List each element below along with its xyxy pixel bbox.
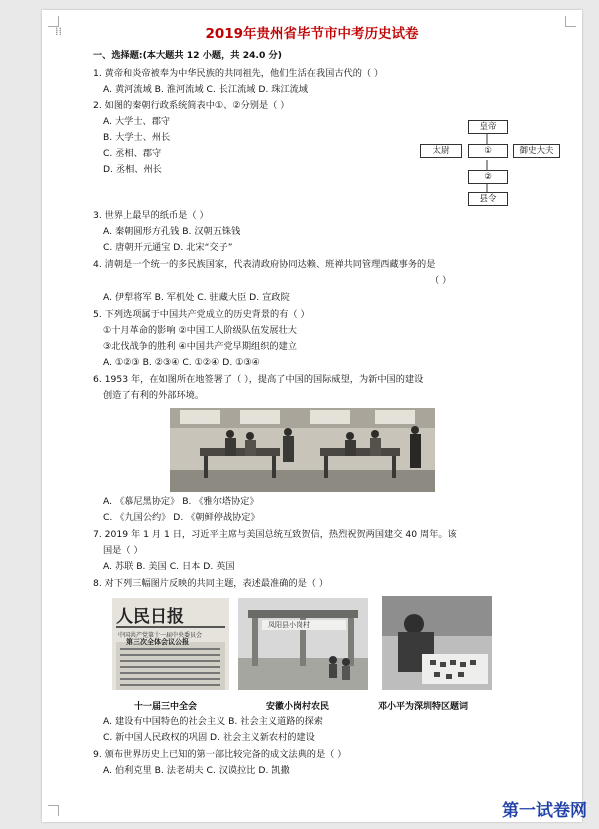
question-8: 8. 对下列三幅图片反映的共同主题，表述最准确的是（ ） <box>93 578 329 589</box>
section-heading: 一、选择题:(本大题共 12 小题，共 24.0 分) <box>93 50 282 61</box>
corner-mark <box>48 805 59 816</box>
diagram-box-1: ① <box>468 144 508 158</box>
newspaper-headline-1: 中国共产党第十一届中央委员会 <box>118 632 203 639</box>
question-6-cont: 创造了有利的外部环境。 <box>103 390 205 401</box>
q6-options-ab: A. 《慕尼黑协定》 B. 《雅尔塔协定》 <box>103 496 259 507</box>
q9-options: A. 伯利克里 B. 法老胡夫 C. 汉谟拉比 D. 凯撒 <box>103 765 290 776</box>
q8-options-ab: A. 建设有中国特色的社会主义 B. 社会主义道路的探索 <box>103 716 323 727</box>
question-3: 3. 世界上最早的纸币是（ ） <box>93 210 209 221</box>
q6-options-cd: C. 《九国公约》 D. 《朝鲜停战协定》 <box>103 512 260 523</box>
caption-plenum: 十一届三中全会 <box>134 702 198 712</box>
gate-sign: 凤阳县小岗村 <box>268 621 310 629</box>
armistice-scene <box>170 408 435 492</box>
armistice-signing-photo <box>170 408 435 492</box>
question-6: 6. 1953 年，在如图所在地签署了（ ），提高了中国的国际威望，为新中国的建设 <box>93 374 424 385</box>
question-7-cont: 国是（ ） <box>103 545 143 556</box>
question-5: 5. 下列选项属于中国共产党成立的历史背景的有（ ） <box>93 309 310 320</box>
newspaper-photo <box>112 598 229 690</box>
q2-option-c: C. 丞相、郡守 <box>103 148 162 159</box>
deng-inscription-photo <box>382 596 492 690</box>
drag-handle-icon[interactable]: ⁞⁞ <box>55 25 62 38</box>
q3-options-cd: C. 唐朝开元通宝 D. 北宋“交子” <box>103 242 233 253</box>
q7-options: A. 苏联 B. 美国 C. 日本 D. 英国 <box>103 561 235 572</box>
q2-option-b: B. 大学士、州长 <box>103 132 171 143</box>
question-9: 9. 颁布世界历史上已知的第一部比较完备的成文法典的是（ ） <box>93 749 347 760</box>
q1-options: A. 黄河流域 B. 淮河流域 C. 长江流域 D. 珠江流域 <box>103 84 309 95</box>
question-7: 7. 2019 年 1 月 1 日，习近平主席与美国总统互致贺信，热烈祝贺两国建交 40 周年。该 <box>93 529 457 540</box>
diagram-box-taiwei: 太尉 <box>420 144 462 158</box>
newspaper-headline-2: 第三次全体会议公报 <box>126 638 189 646</box>
q8-options-cd: C. 新中国人民政权的巩固 D. 社会主义新农村的建设 <box>103 732 315 743</box>
newspaper-masthead: 人民日报 <box>116 607 184 627</box>
xiaogang-village-photo <box>238 598 368 690</box>
diagram-box-2: ② <box>468 170 508 184</box>
diagram-box-county: 县令 <box>468 192 508 206</box>
question-2: 2. 如图的秦朝行政系统简表中①、②分别是（ ） <box>93 100 290 111</box>
q2-option-a: A. 大学士、郡守 <box>103 116 171 127</box>
village-gate-scene <box>238 598 368 690</box>
page-title: 2019年贵州省毕节市中考历史试卷 <box>205 26 419 42</box>
q4-blank: （ ） <box>430 275 452 286</box>
caption-deng: 邓小平为深圳特区题词 <box>378 702 469 712</box>
diagram-box-yushi: 御史大夫 <box>513 144 560 158</box>
diagram-box-emperor: 皇帝 <box>468 120 508 134</box>
q5-options: A. ①②③ B. ②③④ C. ①②④ D. ①③④ <box>103 357 260 368</box>
q2-option-d: D. 丞相、州长 <box>103 164 162 175</box>
q3-options-ab: A. 秦朝圆形方孔钱 B. 汉朝五铢钱 <box>103 226 241 237</box>
q5-statements-12: ①十月革命的影响 ②中国工人阶级队伍发展壮大 <box>103 325 297 336</box>
deng-scene <box>382 596 492 690</box>
question-4: 4. 清朝是一个统一的多民族国家，代表清政府协同达赖、班禅共同管理西藏事务的是 <box>93 259 436 270</box>
site-watermark: 第一试卷网 <box>502 801 587 821</box>
q5-statements-34: ③北伐战争的胜利 ④中国共产党早期组织的建立 <box>103 341 297 352</box>
question-1: 1. 黄帝和炎帝被奉为中华民族的共同祖先，他们生活在我国古代的（ ） <box>93 68 384 79</box>
q4-options: A. 伊犁将军 B. 军机处 C. 驻藏大臣 D. 宣政院 <box>103 292 290 303</box>
caption-xiaogang: 安徽小岗村农民 <box>266 702 330 712</box>
